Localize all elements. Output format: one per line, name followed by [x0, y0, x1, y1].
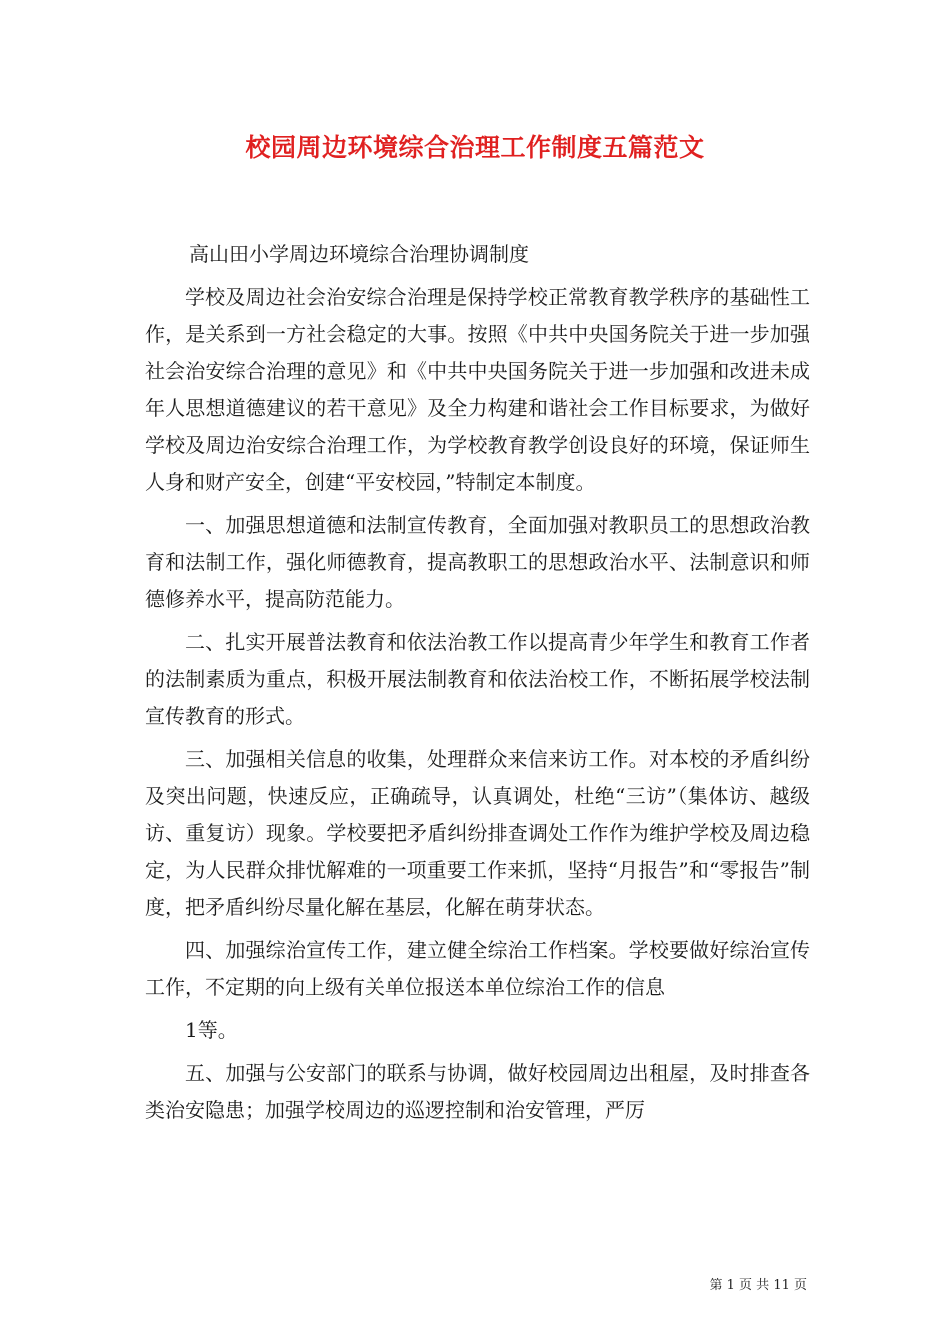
paragraph-item-5: 五、加强与公安部门的联系与协调，做好校园周边出租屋，及时排查各类治安隐患；加强学校周边的巡逻控制和治安管理，严厉: [145, 1061, 810, 1122]
paragraph-item-2: 二、扎实开展普法教育和依法治教工作以提高青少年学生和教育工作者的法制素质为重点，积极开展法制教育和依法治校工作，不断拓展学校法制宣传教育的形式。: [145, 630, 810, 728]
paragraph-intro: 学校及周边社会治安综合治理是保持学校正常教育教学秩序的基础性工作，是关系到一方社会稳定的大事。按照《中共中央国务院关于进一步加强社会治安综合治理的意见》和《中共中央国务院关于进一步加强和改进未成年人思想道德建议的若干意见》及全力构建和谐社会工作目标要求，为做好学校及周边治安综合治理工作，为学校教育教学创设良好的环境，保证师生人身和财产安全，创建“平安校园，”特制定本制度。: [145, 285, 810, 494]
document-body: [145, 236, 810, 1129]
paragraph-fragment: 1等。: [185, 1018, 238, 1042]
document-title: 校园周边环境综合治理工作制度五篇范文: [245, 133, 705, 162]
paragraph-item-4: 四、加强综治宣传工作，建立健全综治工作档案。学校要做好综治宣传工作，不定期的向上级有关单位报送本单位综治工作的信息: [145, 938, 810, 999]
paragraph-item-3: 三、加强相关信息的收集，处理群众来信来访工作。对本校的矛盾纠纷及突出问题，快速反应，正确疏导，认真调处，杜绝“三访”（集体访、越级访、重复访）现象。学校要把矛盾纠纷排查调处工作作为维护学校及周边稳定，为人民群众排忧解难的一项重要工作来抓，坚持“月报告”和“零报告”制度，把矛盾纠纷尽量化解在基层，化解在萌芽状态。: [145, 747, 810, 919]
page-number: 第 1 页 共 11 页: [709, 1278, 807, 1293]
section-subtitle: 高山田小学周边环境综合治理协调制度: [189, 242, 529, 266]
paragraph-item-1: 一、加强思想道德和法制宣传教育，全面加强对教职员工的思想政治教育和法制工作，强化师德教育，提高教职工的思想政治水平、法制意识和师德修养水平，提高防范能力。: [145, 513, 810, 611]
